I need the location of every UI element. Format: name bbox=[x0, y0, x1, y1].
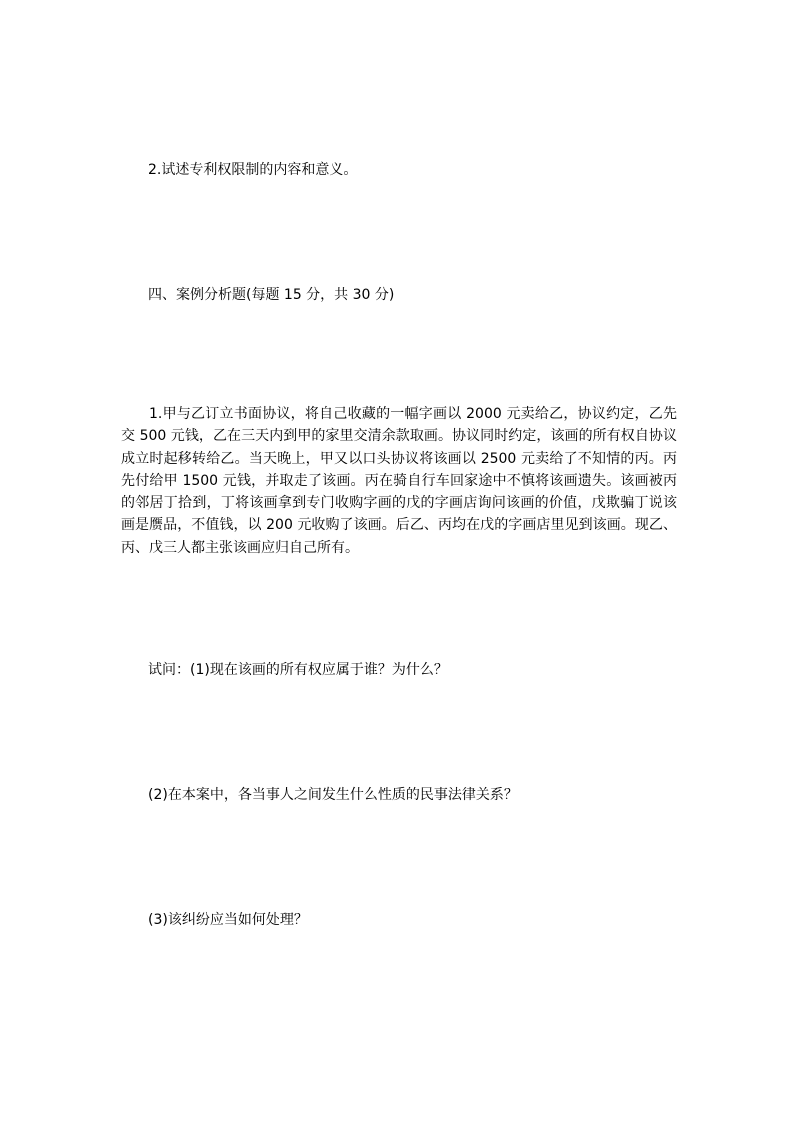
case-1-text: 1.甲与乙订立书面协议，将自己收藏的一幅字画以 2000 元卖给乙，协议约定，乙先交 500 元钱，乙在三天内到甲的家里交清余款取画。协议同时约定，该画的所有权自协议成立时起移转给乙。当天晚上，甲又以口头协议将该画以 2500 元卖给了不知情的丙。丙先付给甲 1500 元钱，并取走了该画。丙在骑自行车回家途中不慎将该画遗失。该画被丙的邻居丁拾到，丁将该画拿到专门收购字画的戊的字画店询问该画的价值，戊欺骗丁说该画是赝品，不值钱，以 200 元收购了该画。后乙、丙均在戊的字画店里见到该画。现乙、丙、戊三人都主张该画应归自己所有。 bbox=[121, 406, 677, 556]
case-1-question-2: (2)在本案中，各当事人之间发生什么性质的民事法律关系？ bbox=[148, 787, 518, 803]
case-1-question-3: (3)该纠纷应当如何处理？ bbox=[148, 912, 308, 928]
question-2: 2.试述专利权限制的内容和意义。 bbox=[148, 162, 358, 178]
section-4-heading: 四、案例分析题(每题 15 分，共 30 分) bbox=[148, 287, 395, 303]
case-1-question-1: 试问：(1)现在该画的所有权应属于谁？为什么？ bbox=[148, 662, 448, 678]
